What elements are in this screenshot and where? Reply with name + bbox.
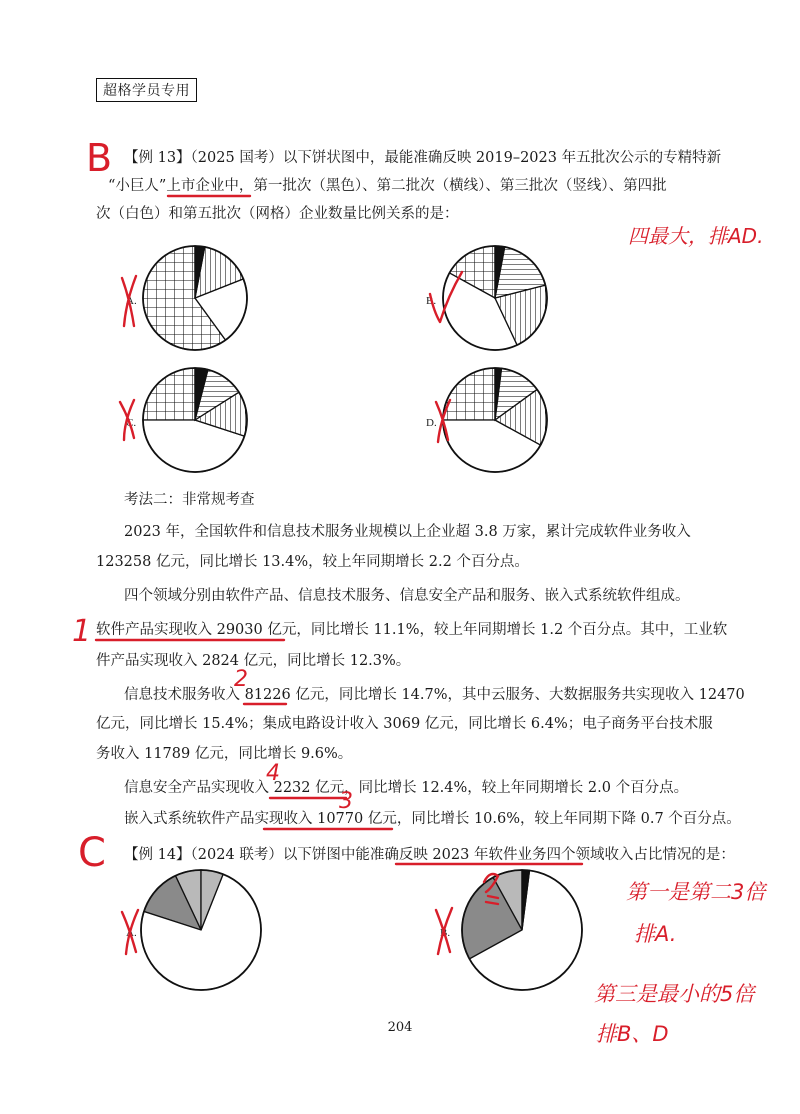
ex13-answer-mark: B	[86, 136, 113, 180]
note-b-line2: 排B、D	[596, 1022, 669, 1046]
para4: 信息安全产品实现收入 2232 亿元，同比增长 12.4%，较上年同期增长 2.0 个百分点。	[124, 780, 689, 796]
ex13-note: 四最大，排AD.	[628, 224, 764, 248]
cross-mark-a	[122, 276, 136, 326]
example13-line2: “小巨人”上市企业中，第一批次（黑色）、第二批次（横线）、第三批次（竖线）、第四批	[108, 178, 667, 194]
mark-2: 2	[234, 667, 248, 692]
para3-line3: 务收入 11789 亿元，同比增长 9.6%。	[96, 746, 353, 762]
para1-line2: 123258 亿元，同比增长 13.4%，较上年同期增长 2.2 个百分点。	[96, 554, 529, 570]
ex14-answer-mark: C	[78, 830, 106, 876]
cross-mark-c	[120, 400, 137, 440]
cross-mark-14b	[436, 908, 452, 954]
option-b-label: B.	[426, 295, 437, 307]
example14-line1: 【例 14】（2024 联考）以下饼图中能准确反映 2023 年软件业务四个领域收入占比情况的是：	[124, 847, 735, 863]
para2-line2: 软件产品实现收入 29030 亿元，同比增长 11.1%，较上年同期增长 1.2 个百分点。其中，工业软	[96, 622, 728, 638]
check-mark-b	[430, 272, 462, 322]
header-label: 超格学员专用	[96, 78, 197, 102]
option-d-label: D.	[426, 417, 437, 429]
mark-1: 1	[72, 614, 92, 649]
page-number: 204	[387, 1020, 413, 1035]
note-a-line1: 第一是第二3倍	[626, 880, 766, 904]
example13-line1: 【例 13】（2025 国考）以下饼状图中，最能准确反映 2019–2023 年五批次公示的专精特新	[124, 150, 722, 166]
para1-line1: 2023 年，全国软件和信息技术服务业规模以上企业超 3.8 万家，累计完成软件业务收入	[124, 524, 691, 540]
para5: 嵌入式系统软件产品实现收入 10770 亿元，同比增长 10.6%，较上年同期下降 0.7 个百分点。	[124, 811, 741, 827]
para3-line1: 信息技术服务收入 81226 亿元，同比增长 14.7%，其中云服务、大数据服务共实现收入 12470	[124, 687, 745, 703]
mark-3: 3	[339, 789, 353, 814]
option14-a-label: A.	[126, 927, 137, 939]
cross-mark-d	[436, 400, 450, 442]
option-c-label: C.	[126, 417, 137, 429]
section-title: 考法二：非常规考查	[124, 492, 255, 508]
para3-line2: 亿元，同比增长 15.4%；集成电路设计收入 3069 亿元，同比增长 6.4%；电子商务平台技术服	[96, 716, 713, 732]
cross-mark-14a	[122, 910, 138, 954]
note-a-line2: 排A.	[634, 922, 677, 946]
para2-line1: 四个领域分别由软件产品、信息技术服务、信息安全产品和服务、嵌入式系统软件组成。	[124, 588, 690, 604]
option14-b-label: B.	[440, 927, 451, 939]
option-a-label: A.	[126, 295, 137, 307]
para2-line3: 件产品实现收入 2824 亿元，同比增长 12.3%。	[96, 653, 411, 669]
mark-4: 4	[266, 761, 280, 786]
pie-scribble	[484, 874, 498, 904]
note-b-line1: 第三是最小的5倍	[594, 982, 755, 1006]
example13-line3: 次（白色）和第五批次（网格）企业数量比例关系的是：	[96, 206, 459, 222]
